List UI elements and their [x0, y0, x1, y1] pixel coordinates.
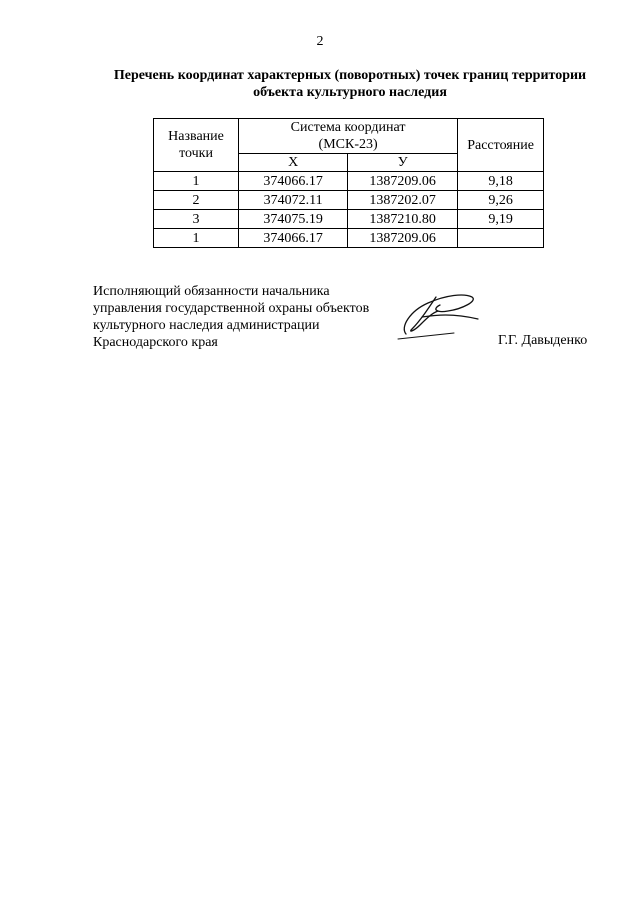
title-line-2: объекта культурного наследия [253, 85, 447, 100]
cell-y: 1387209.06 [348, 172, 458, 191]
header-system-code: (МСК-23) [318, 137, 378, 152]
coordinates-table [153, 118, 544, 248]
cell-x: 374075.19 [239, 210, 348, 229]
table-row [154, 191, 544, 210]
title-line-1: Перечень координат характерных (поворотных) точек границ территории [113, 68, 587, 83]
cell-point: 3 [154, 210, 239, 229]
signer-position-line: Исполняющий обязанности начальника [93, 284, 330, 299]
page-number: 2 [316, 34, 324, 49]
signer-position-line: Краснодарского края [93, 335, 218, 350]
handwritten-signature-icon [392, 283, 484, 343]
header-y: У [348, 154, 458, 172]
table-row [154, 229, 544, 248]
cell-distance: 9,19 [458, 210, 544, 229]
table-row [154, 172, 544, 191]
signer-position [93, 283, 369, 351]
cell-distance: 9,26 [458, 191, 544, 210]
document-title [60, 67, 640, 101]
cell-point: 2 [154, 191, 239, 210]
cell-x: 374066.17 [239, 229, 348, 248]
cell-x: 374072.11 [239, 191, 348, 210]
cell-point: 1 [154, 172, 239, 191]
cell-x: 374066.17 [239, 172, 348, 191]
header-x: X [239, 154, 348, 172]
signer-name: Г.Г. Давыденко [498, 333, 588, 348]
signer-position-line: управления государственной охраны объектов [93, 301, 370, 316]
cell-y: 1387210.80 [348, 210, 458, 229]
header-coordinate-system [239, 119, 458, 154]
cell-distance [458, 229, 544, 248]
header-distance: Расстояние [458, 119, 544, 172]
header-system-label: Система координат [290, 120, 406, 135]
table-row [154, 210, 544, 229]
cell-y: 1387202.07 [348, 191, 458, 210]
header-point-name: Название точки [154, 119, 239, 172]
cell-point: 1 [154, 229, 239, 248]
signer-position-line: культурного наследия администрации [93, 318, 320, 333]
cell-y: 1387209.06 [348, 229, 458, 248]
cell-distance: 9,18 [458, 172, 544, 191]
